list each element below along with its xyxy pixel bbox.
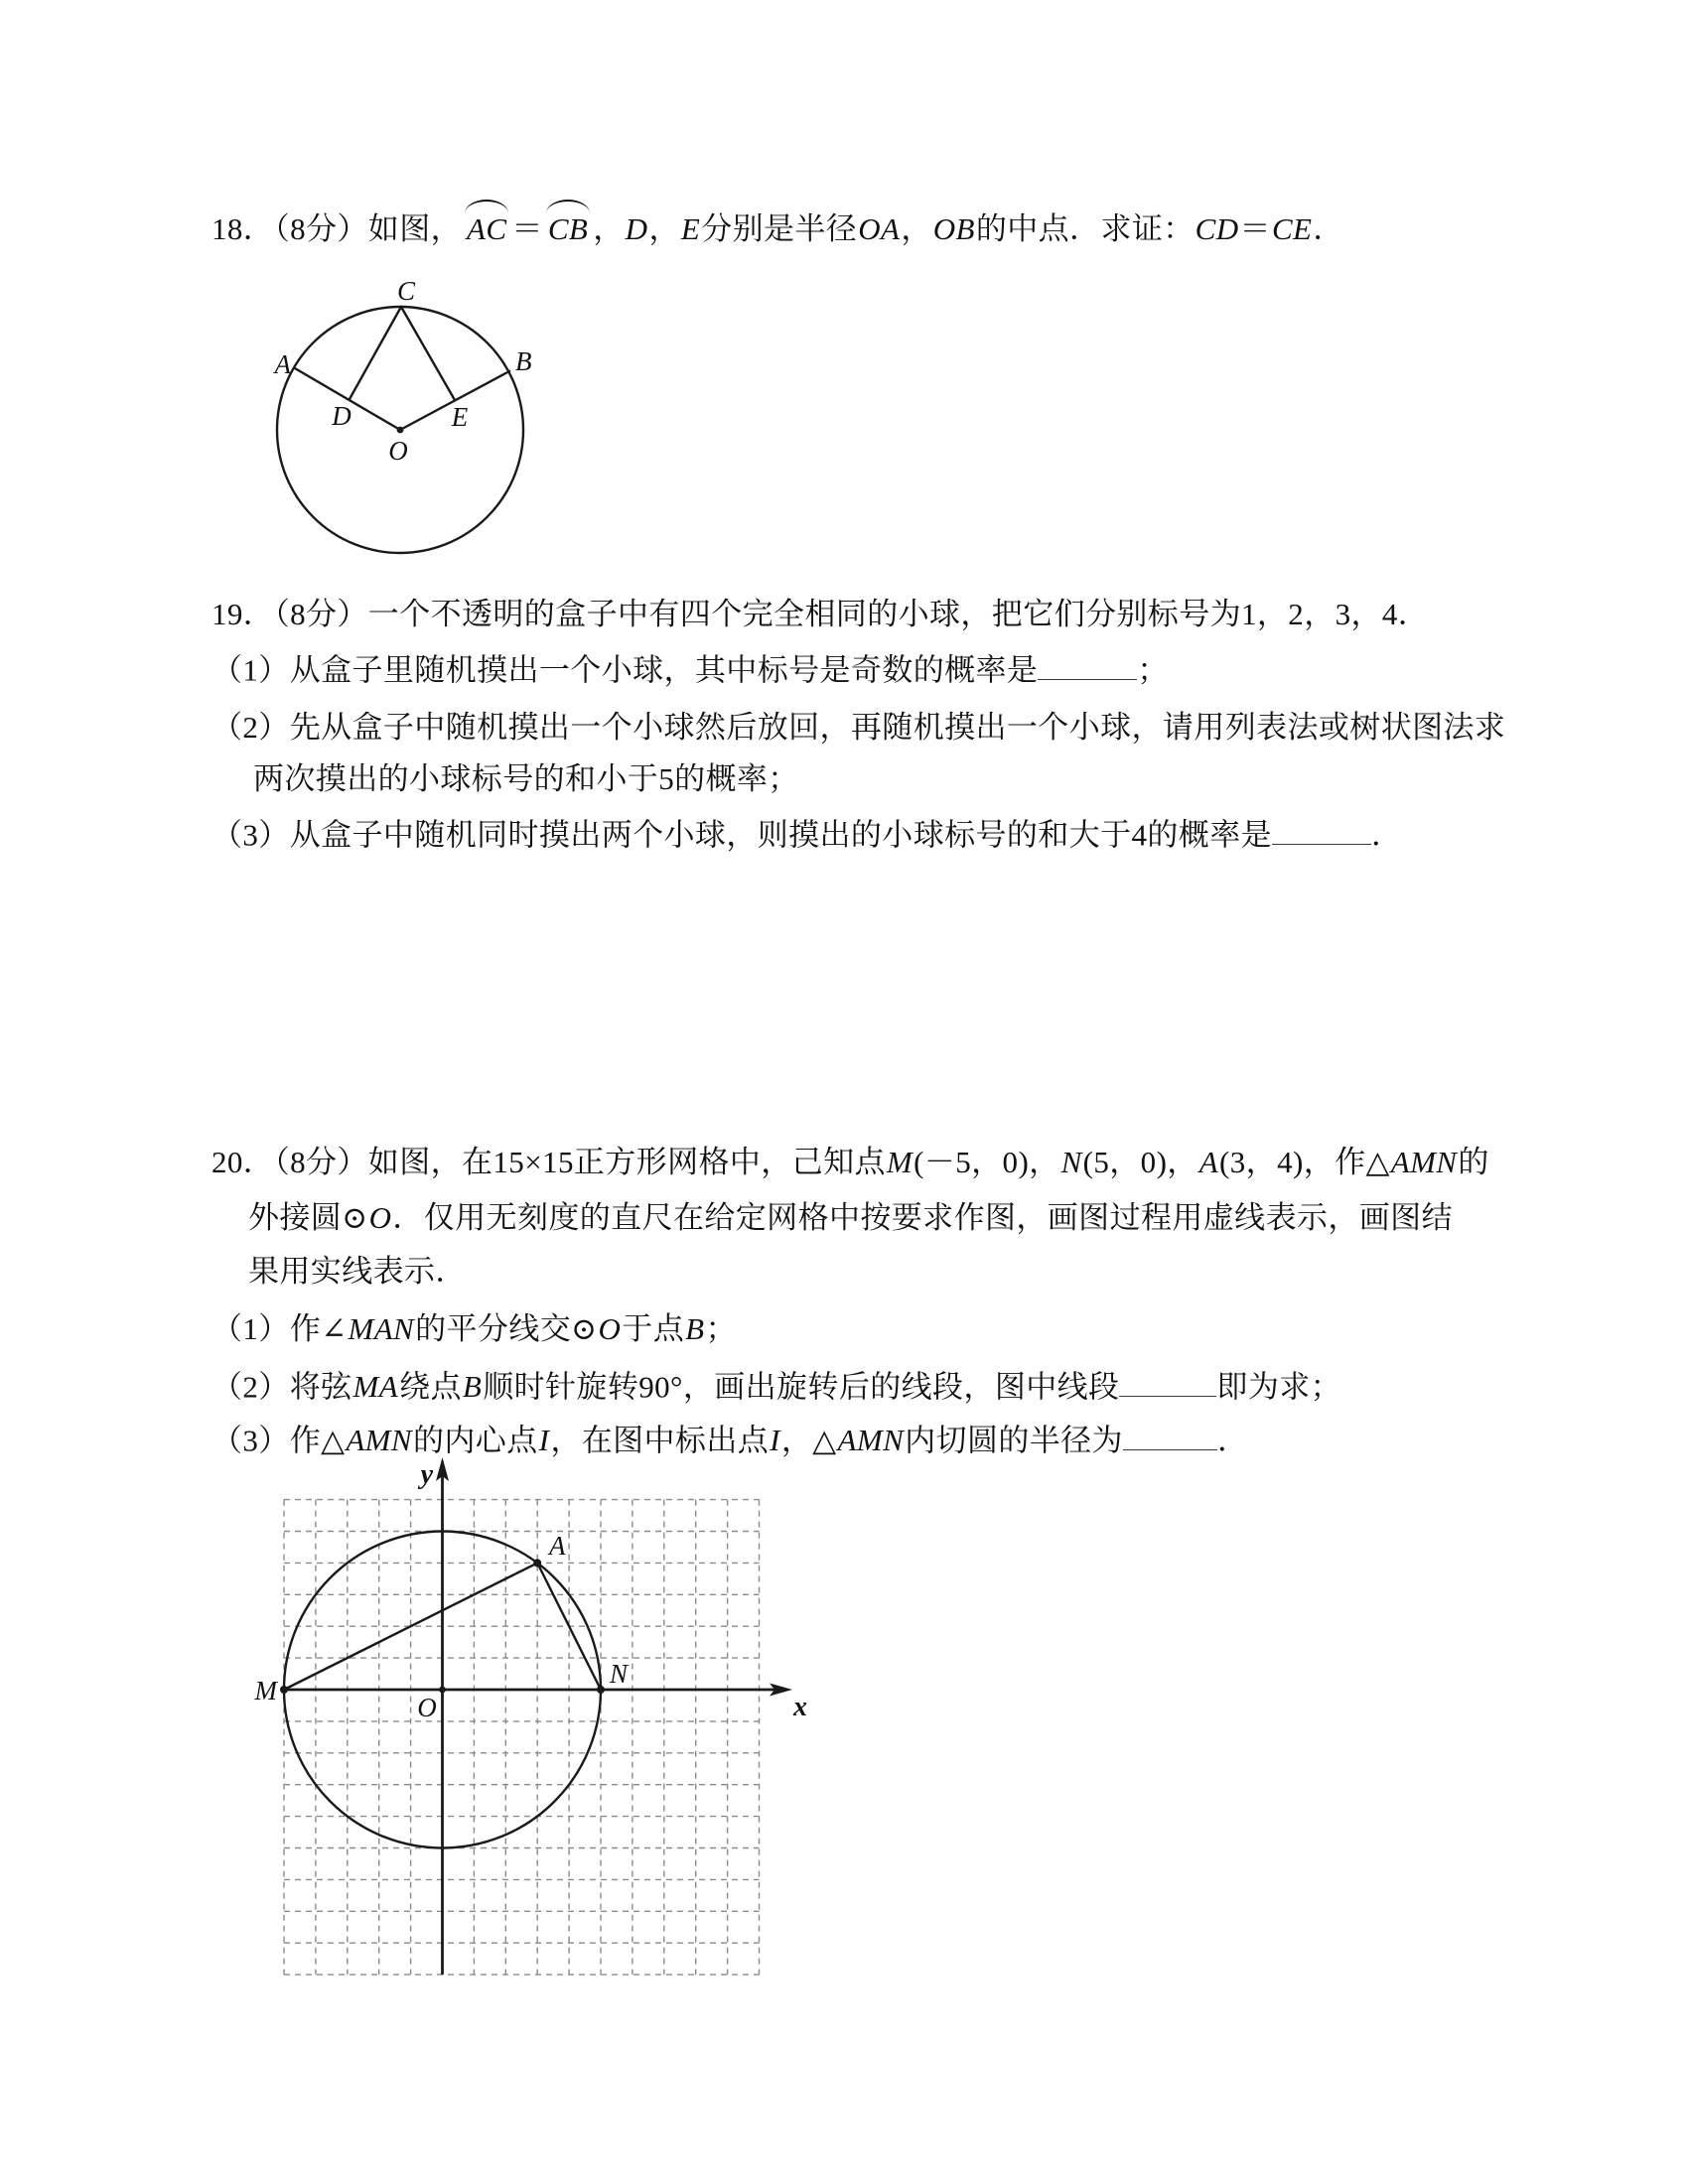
text-run: MA [352, 1369, 399, 1405]
point-N [597, 1686, 605, 1694]
text-run: AC [464, 210, 509, 249]
text-run: ； [1137, 652, 1169, 688]
text-run: AMN [346, 1423, 412, 1458]
text-run: CD [1195, 211, 1239, 246]
text-run: B [685, 1311, 705, 1346]
text-run: ，在图中标出点 [550, 1423, 770, 1458]
text-run: ． [1313, 211, 1344, 246]
label-x-axis: x [793, 1692, 807, 1722]
figure-problem-20 [192, 1451, 835, 1992]
label-A: A [549, 1531, 566, 1561]
answer-blank [1272, 816, 1371, 845]
label-y-axis: y [420, 1459, 433, 1490]
problem-20-item-2 [211, 1368, 1341, 1407]
text-run: I [770, 1423, 780, 1458]
text-run: AMN [837, 1423, 905, 1458]
text-run: OB [932, 211, 975, 246]
text-run: ＝ [511, 211, 543, 246]
text-run: ＝ [1239, 211, 1271, 246]
text-run: (－5，0)， [914, 1145, 1060, 1179]
problem-19-statement [211, 596, 1429, 634]
text-run: ． [1371, 817, 1403, 853]
text-run: （2）将弦 [211, 1369, 352, 1405]
problem-19-item-3 [211, 816, 1402, 855]
text-run: MAN [348, 1311, 415, 1346]
text-run: 分别是半径 [701, 211, 858, 246]
text-run: 的中点．求证： [975, 211, 1195, 246]
text-run: （1）作∠ [211, 1311, 348, 1346]
point-A [533, 1559, 541, 1567]
point-M [280, 1686, 288, 1694]
label-C: C [396, 276, 416, 306]
text-run: 的平分线交⊙ [415, 1311, 598, 1346]
text-run: 内切圆的半径为 [905, 1423, 1123, 1458]
text-run: A [1198, 1145, 1219, 1179]
text-run: O [368, 1200, 392, 1235]
text-run: 两次摸出的小球标号的和小于5的概率； [253, 761, 799, 796]
text-run: I [538, 1423, 550, 1458]
text-run: M [886, 1145, 914, 1179]
text-run: ， [593, 211, 625, 246]
label-D: D [332, 401, 352, 431]
text-run: N [1060, 1145, 1082, 1179]
segment-CE [401, 307, 455, 400]
text-run: 果用实线表示． [248, 1254, 467, 1289]
text-run: ．仅用无刻度的直尺在给定网格中按要求作图，画图过程用虚线表示，画图结 [392, 1200, 1453, 1235]
point-origin [439, 1687, 446, 1694]
problem-19-item-2-line-1 [211, 709, 1505, 748]
answer-blank [1119, 1368, 1216, 1397]
text-run: （3）从盒子中随机同时摸出两个小球，则摸出的小球标号的和大于4的概率是 [211, 817, 1272, 853]
text-run: (5，0)， [1082, 1145, 1198, 1179]
problem-19-item-2-line-2 [253, 760, 799, 799]
text-run: ； [705, 1311, 737, 1346]
problem-18-statement [211, 210, 1344, 249]
label-B: B [515, 346, 532, 376]
center-dot-O [397, 427, 404, 434]
label-E: E [451, 402, 469, 432]
segment-CD [350, 307, 401, 399]
label-A: A [274, 349, 291, 379]
text-run: OA [858, 211, 901, 246]
answer-blank [1123, 1422, 1217, 1450]
problem-19-item-1 [211, 651, 1169, 690]
text-run: 19．（8分）一个不透明的盒子中有四个完全相同的小球，把它们分别标号为1，2，3，4． [211, 597, 1430, 631]
text-run: 18．（8分）如图， [211, 211, 462, 246]
text-run: （3）作△ [211, 1423, 346, 1458]
label-M: M [254, 1676, 277, 1706]
answer-blank [1038, 651, 1137, 680]
text-run: CE [1271, 211, 1313, 246]
text-run: 的 [1458, 1145, 1489, 1179]
text-run: D [625, 211, 648, 246]
label-O: O [417, 1693, 437, 1722]
text-run: 20．（8分）如图，在15×15正方形网格中，己知点 [211, 1145, 886, 1179]
problem-20-statement-line-1 [211, 1144, 1489, 1182]
text-run: 外接圆⊙ [248, 1200, 368, 1235]
text-run: O [598, 1311, 622, 1346]
text-run: ， [901, 211, 932, 246]
text-run: CB [545, 210, 591, 249]
label-O: O [388, 436, 408, 466]
problem-20-item-1 [211, 1310, 737, 1349]
text-run: (3，4)，作△ [1219, 1145, 1390, 1179]
text-run: AMN [1390, 1145, 1458, 1179]
text-run: B [462, 1369, 483, 1405]
text-run: ． [1216, 1423, 1249, 1458]
text-run: 的内心点 [412, 1423, 538, 1458]
label-N: N [610, 1659, 629, 1689]
problem-20-statement-line-3 [248, 1253, 467, 1292]
text-run: （2）先从盒子中随机摸出一个小球然后放回，再随机摸出一个小球，请用列表法或树状图法求 [211, 710, 1506, 745]
text-run: （1）从盒子里随机摸出一个小球，其中标号是奇数的概率是 [211, 652, 1039, 688]
problem-20-statement-line-2 [248, 1199, 1453, 1238]
text-run: E [680, 211, 701, 246]
text-run: ，△ [780, 1423, 837, 1458]
text-run: ， [648, 211, 680, 246]
text-run: 即为求； [1216, 1369, 1342, 1405]
figure-problem-18 [263, 270, 553, 580]
text-run: 于点 [622, 1311, 685, 1346]
text-run: 绕点 [399, 1369, 462, 1405]
text-run: 顺时针旋转90°，画出旋转后的线段，图中线段 [483, 1369, 1120, 1405]
